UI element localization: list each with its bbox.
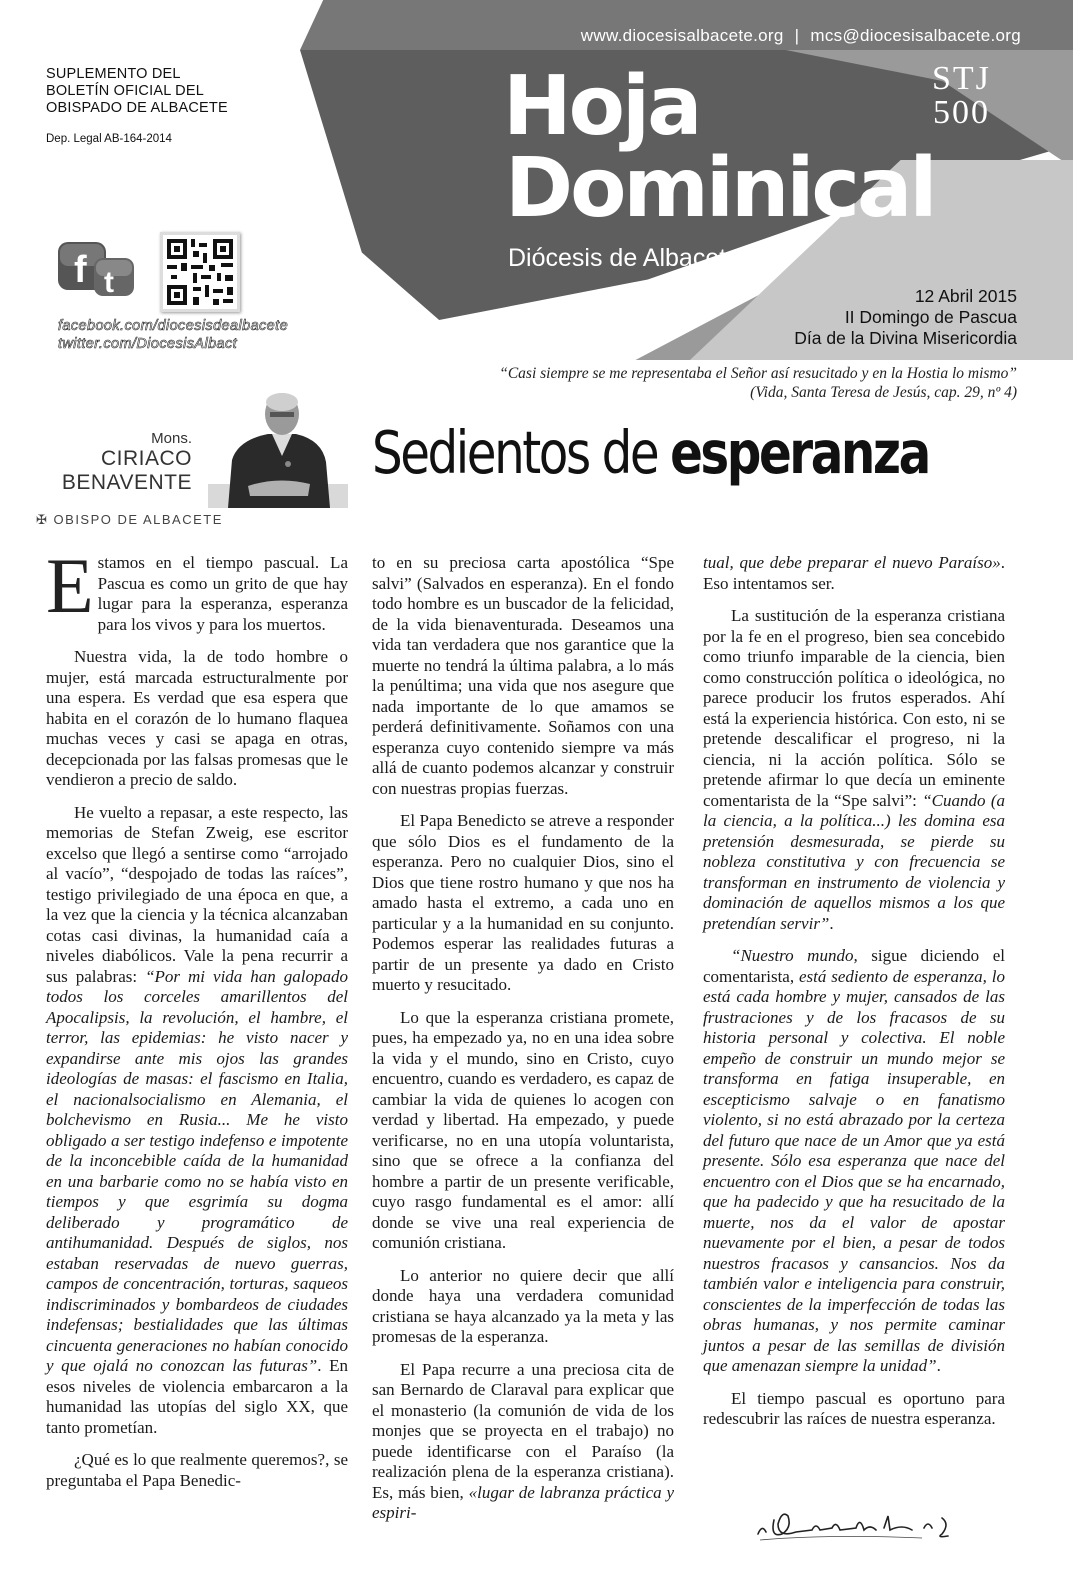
quote-text: “Casi siempre se me representaba el Señor así resucitado y en la Hostia lo mismo”	[499, 365, 1017, 382]
stj-bottom: 500	[932, 94, 990, 131]
dep-legal: Dep. Legal AB-164-2014	[46, 133, 172, 145]
stj-500-logo	[932, 62, 991, 130]
author-role-text: OBISPO DE ALBACETE	[53, 512, 223, 527]
masthead-subtitle: Diócesis de Albacete	[508, 244, 741, 272]
header-links	[581, 26, 1021, 46]
article-column-3	[703, 553, 1005, 1442]
paragraph	[703, 946, 1005, 1377]
paragraph-text: stamos en el tiempo pascual. La Pascua es como un grito de que hay lugar para la esperanza, esperanza para los vivos y para los muertos.	[97, 553, 348, 634]
paragraph	[703, 553, 1005, 594]
masthead-title-line1: Hoja	[503, 59, 700, 154]
commentator-quote: “Cuando (a la ciencia, a la política...) les domina esa pretensión desmesurada, se pierde su nobleza constitutiva y con frecuencia se transforman en instrumento de violencia y dominación de aquellos mismos a los que pretendían servir”	[703, 790, 1005, 933]
author-name	[40, 430, 192, 495]
facebook-link[interactable]: facebook.com/diocesisdealbacete	[58, 318, 289, 334]
signature-image	[752, 1494, 962, 1554]
paragraph: Lo anterior no quiere decir que allí donde haya una verdadera comunidad cristiana se haya alcanzado ya la meta y las promesas de la esperanza.	[372, 1265, 674, 1346]
paragraph: Nuestra vida, la de todo hombre o mujer, está marcada estructuralmente por una espera. Es verdad que esa espera que habita en el corazón de lo humano flaquea muchas veces y casi se apaga en otras, decepcionada por las falsas promesas que le vendieron a precio de saldo.	[46, 647, 348, 789]
paragraph-text: He vuelto a repasar, a este respecto, las memorias de Stefan Zweig, ese escritor excelso que llegó a sentirse como “arrojado al vacío”, “despojado de todas las raíces”, testigo privilegiado de una época en que, a la vez que la ciencia y la técnica alcanzaban cotas casi divinas, la humanidad caía a niveles diabólicos. Vale la pena recurrir a sus palabras:	[46, 802, 348, 986]
paragraph	[703, 606, 1005, 934]
paragraph: El Papa Benedicto se atreve a responder que sólo Dios es el fundamento de la esperanza. Pero no cualquier Dios, sino el Dios que tiene rostro humano y que nos ha amado hasta el extremo, a cada uno en particular y a la humanidad en su conjunto. Podemos esperar las realidades futuras a partir de un presente ya dado en Cristo muerto y resucitado.	[372, 811, 674, 994]
svg-text:t: t	[104, 266, 114, 298]
author-honorific: Mons.	[151, 430, 192, 447]
paragraph	[46, 542, 348, 635]
paragraph	[372, 1360, 674, 1524]
bernardo-quote: «lugar de labranza práctica y espiri-	[372, 1482, 674, 1522]
website-link[interactable]: www.diocesisalbacete.org	[580, 26, 784, 45]
paragraph-text: El Papa recurre a una preciosa cita de san Bernardo de Claraval para explicar que el monasterio (la comunión de vida de los monjes que se proyecta en el trabajo) no puede identificarse con el Paraíso (la realización plena de la esperanza cristiana). Es, más bien,	[372, 1359, 674, 1502]
commentator-quote: “Nuestro mundo,	[731, 946, 858, 965]
link-separator: |	[794, 26, 800, 45]
date-block	[794, 286, 1017, 349]
supplement-line: OBISPADO DE ALBACETE	[46, 100, 228, 116]
paragraph: El tiempo pascual es oportuno para redescubrir las raíces de nuestra esperanza.	[703, 1388, 1005, 1428]
supplement-line: BOLETÍN OFICIAL DEL	[46, 83, 204, 99]
social-links	[58, 317, 288, 353]
twitter-link[interactable]: twitter.com/DiocesisAlbact	[58, 336, 238, 352]
bernardo-quote-end: tual, que debe preparar el nuevo Paraíso»	[703, 553, 1001, 572]
paragraph-text: . En esos niveles de violencia embarcaron a la humanidad las utopías del siglo XX, que tanto prometían.	[46, 1356, 348, 1437]
stj-top: STJ	[932, 60, 991, 97]
bishop-photo	[208, 388, 348, 508]
headline-bold: esperanza	[670, 418, 929, 487]
article-column-1	[46, 542, 348, 1503]
liturgical-sunday: II Domingo de Pascua	[844, 307, 1017, 327]
article-column-2	[372, 553, 674, 1536]
feast-day: Día de la Divina Misericordia	[794, 328, 1017, 348]
headline-light: Sedientos de	[372, 418, 671, 487]
paragraph-text: .	[829, 913, 834, 933]
supplement-line: SUPLEMENTO DEL	[46, 66, 181, 82]
svg-text:f: f	[74, 249, 87, 291]
supplement-label	[46, 66, 228, 117]
cross-icon: ✠	[36, 512, 49, 527]
author-first-name: CIRIACO	[100, 447, 192, 470]
paragraph-text: La sustitución de la esperanza cristiana por la fe en el progreso, bien sea concebido como triunfo imparable de la ciencia, bien como construcción política o ideológica, no parece producir los frutos esperados. Ahí está la experiencia histórica. Con esto, ni se pretende descalificar el progreso, ni la ciencia, ni la acción política. Sólo se pretende afirmar lo que decía un eminente comentarista de la “Spe salvi”:	[703, 606, 1005, 810]
qr-code-icon[interactable]	[160, 232, 240, 312]
drop-cap: E	[46, 542, 94, 629]
paragraph: Lo que la esperanza cristiana promete, pues, ha empezado ya, no en una idea sobre la vida y el mundo, sino en Cristo, cuyo encuentro, cuando es verdadero, es capaz de cambiar la vida de quienes lo acogen con verdad y libertad. Ha empezado, y puede verificarse, no en una utopía voluntarista, sino que se ofrece a la confianza del hombre a partir de un presente verificable, cuyo rasgo fundamental es el amor: allí donde se vive una real experiencia de comunión cristiana.	[372, 1007, 674, 1252]
commentator-quote: está sediento de esperanza, lo está cada hombre y mujer, cansados de las frustraciones y de los fracasos de su historia personal y colectiva. El noble empeño de construir un mundo mejor se transforma en fatiga insuperable, en escepticismo salvaje o en fanatismo violento, si no está abrazado por la certeza del futuro que nace de un Amor que ya está presente. Sólo esa esperanza que nace del encuentro con el Dios que se ha encarnado, que ha padecido y que ha resucitado de la muerte, nos da el valor de apostar nuevamente por el bien, a pesar de todos nuestros fracasos y cansancios. Nos da también valor e inteligencia para construir, conscientes de la imperfección de todas las obras humanas, y nos permite caminar juntos a pesar de las semillas de división que amenazan siempre la unidad”	[703, 966, 1005, 1375]
facebook-twitter-icon[interactable]	[56, 240, 138, 298]
paragraph	[46, 803, 348, 1439]
paragraph-text: .	[936, 1356, 941, 1375]
issue-date: 12 Abril 2015	[914, 286, 1017, 306]
paragraph: to en su preciosa carta apostólica “Spe salvi” (Salvados en esperanza). En el fondo todo hombre es un buscador de la felicidad, de la vida bienaventurada. Deseamos una vida tan verdadera que nos garantice que la muerte no tendrá la última palabra, a lo más la penúltima; una vida que nos asegure que nada importante de lo que amamos se perderá definitivamente. Soñamos con una esperanza cuyo contenido siempre va más allá de cuanto podemos alcanzar y construir con nuestras propias fuerzas.	[372, 553, 674, 798]
paragraph: ¿Qué es lo que realmente queremos?, se preguntaba el Papa Benedic-	[46, 1450, 348, 1490]
header-quote	[499, 364, 1017, 402]
zweig-quote: “Por mi vida han galopado todos los corceles amarillentos del Apocalipsis, la revolución, el hambre, el terror, las epidemias: he visto nacer y expandirse ante mis ojos las grandes ideologías de masas: el fascismo en Italia, el nacionalsocialismo en Alemania, el bolchevismo en Rusia... Me he visto obligado a ser testigo indefenso e impotente de la inconcebible caída de la humanidad en una barbarie como no se había visto en tiempos y que esgrimía su dogma deliberado y programático de antihumanidad. Después de siglos, nos estaban reservadas de nuevo guerras, campos de concentración, torturas, saqueos indiscriminados y bombardeos de ciudades indefensas; bestialidades que las últimas cincuenta generaciones no habían conocido y que ojalá no conozcan las futuras”	[46, 966, 348, 1375]
author-last-name: BENAVENTE	[61, 471, 192, 494]
author-role	[36, 512, 223, 528]
article-headline	[372, 418, 929, 488]
quote-source: (Vida, Santa Teresa de Jesús, cap. 29, nº 4)	[750, 384, 1017, 401]
masthead-title-line2: Dominical	[505, 141, 935, 236]
email-link[interactable]: mcs@diocesisalbacete.org	[810, 26, 1021, 45]
paragraph-text: sigue diciendo el comentarista,	[703, 946, 1005, 986]
paragraph-text: . Eso intentamos ser.	[703, 553, 1005, 593]
